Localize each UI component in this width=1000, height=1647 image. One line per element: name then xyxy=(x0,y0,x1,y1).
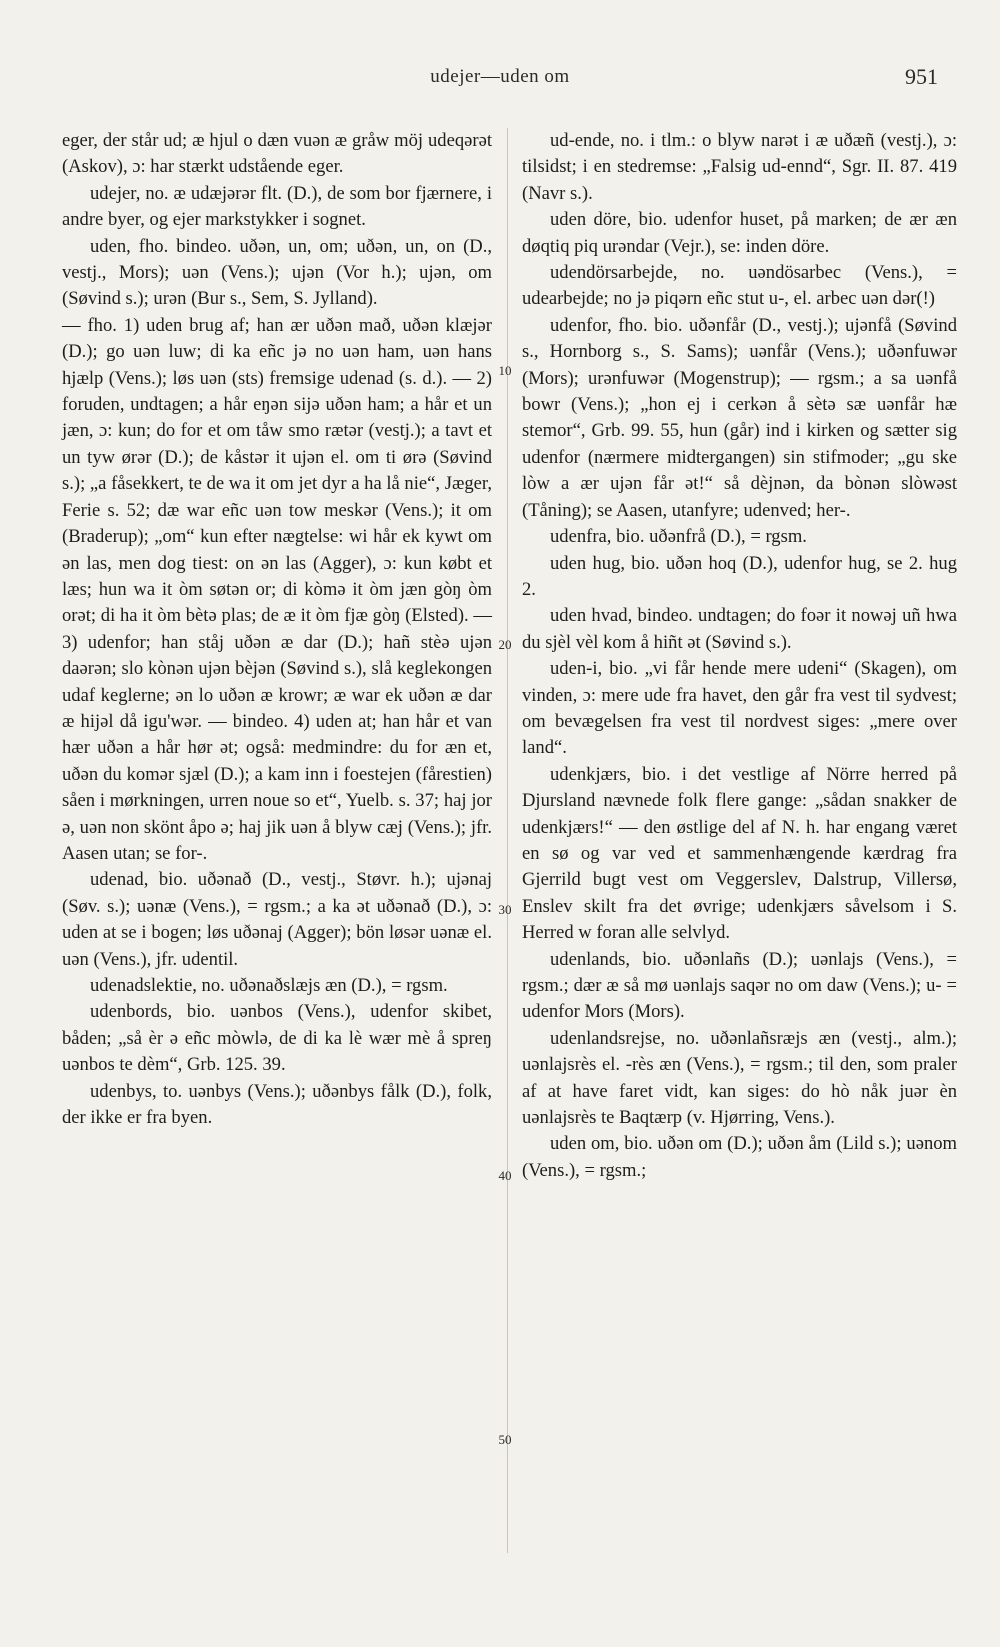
entry-uden-senses: — fho. 1) uden brug af; han ær uðən mað, uðən klæjər (D.); go uən luw; di ka eñc jə no uən ham, uən hans hjælp (Vens.); løs uən (sts) fremsige udenad (s. d.). — 2) foruden, undtagen; a hår eŋən sijə uðən ham; a hår et un jæn, ɔ: kun; do for et om tåw smo rætər (vestj.); a tavt et un tyw ørər (D.); de kåstər it ujən el. om ti ørə (Søvind s.); „a fåsekkert, te de wa it om jet dyr a ha lå nie“, Jæger, Ferie s. 52; dæ war eñc uən tow meskər (Vens.); it om (Braderup); „om“ kun efter nægtelse: wi hår ek kywt om ən las, men dog tiest: on ən las (Agger), ɔ: kun købt et læs; hun wa it òm søtən or; di kòmə it òm jæn gòŋ òm orət; di ha it òm bètə plas; de æ it òm fjæ gòŋ (Elsted). — 3) udenfor; han ståj uðən æ dar (D.); hañ stèə ujən daərən; slo kònən ujən bèjən (Søvind s.), slå keglekongen udaf keglerne; ən lo uðən æ krowr; æ war ek uðən æ dar æ hijəl då igu'wər. — bindeo. 4) uden at; han hår et van hær uðən a hår hør ət; også: medmindre: du for æn et, uðən du komər sjæl (D.); a kam inn i foestejen (fårestien) såen i mørkningen, urren noue so et“, Yuelb. s. 37; haj jor ə, uən non skönt åpo ə; haj jik uən å blyw cæj (Vens.); jfr. Aasen utan; se for-. xyxy=(62,314,492,864)
line-number-10: 10 xyxy=(498,363,512,378)
entry-uden-hvad: uden hvad, bindeo. undtagen; do foər it nowəj uñ hwa du sjèl vèl kom å hiñt ət (Søvind s.). xyxy=(522,605,957,653)
entry-udenlandsrejse: udenlandsrejse, no. uðənlañsræjs æn (vestj., alm.); uənlajsrès el. -rès æn (Vens.), = rgsm.; til den, som praler af at have faret vidt, kan siges: do hò nåk juər èn uənlajsrès te Baqtærp (v. Hjørring, Vens.). xyxy=(522,1027,957,1129)
line-number-40: 40 xyxy=(498,1168,512,1183)
entry-udenbys: udenbys, to. uənbys (Vens.); uðənbys fålk (D.), folk, der ikke er fra byen. xyxy=(62,1080,492,1129)
right-column xyxy=(522,128,957,1184)
entry-udenadslektie: udenadslektie, no. uðənaðslæjs æn (D.), = rgsm. xyxy=(90,975,448,996)
page-number: 951 xyxy=(905,64,938,89)
page-header xyxy=(0,66,1000,96)
entry-uden: uden, fho. bindeo. uðən, un, om; uðən, un, on (D., vestj., Mors); uən (Vens.); ujən (Vor h.); ujən, om (Søvind s.); urən (Bur s., Sem, S. Jylland). xyxy=(62,235,492,310)
entry-udenkjaers: udenkjærs, bio. i det vestlige af Nörre herred på Djursland nævnede folk flere gange: „sådan snakker de udenkjærs!“ — den østlige del af N. h. har engang været en sø og var ved et sammenhængende kærdrag fra Gjerrild bugt vest om Veggerslev, Dalstrup, Villersø, Enslev skilt fra det øvrige; udenkjærs såvelsom i S. Herred w foran alle selvlyd. xyxy=(522,763,957,944)
entry-uden-dore: uden döre, bio. udenfor huset, på marken; de ær æn døqtiq piq urəndar (Vejr.), se: inden döre. xyxy=(522,209,957,257)
entry-udenad: udenad, bio. uðənað (D., vestj., Støvr. h.); ujənaj (Søv. s.); uənæ (Vens.), = rgsm.; a ka ət uðənað (D.), ɔ: uden at se i bogen; løs uðənaj (Agger); bön løsər uənæ el. uən (Vens.), jfr. udentil. xyxy=(62,869,492,970)
running-head: udejer—uden om xyxy=(430,66,570,87)
entry-udenfor: udenfor, fho. bio. uðənfår (D., vestj.); ujənfå (Søvind s., Hornborg s., S. Sams); uənfår (Vens.); uðənfuwər (Mors); urənfuwər (Mogenstrup); — rgsm.; a sa uənfå bowr (Vens.); „hon ej i cerkən å sètə sæ uənfår hæ stemor“, Grb. 99. 55, hun (går) ind i kirken og sætter sig udenfor (nærmere midtergangen) sin stifmoder; „gu ske lòw a ær ujən får ət!“ så dèjnən, da bònən slòwəst (Tåning); se Aasen, utanfyre; udenved; her-. xyxy=(522,314,957,521)
entry-udenlands: udenlands, bio. uðənlañs (D.); uənlajs (Vens.), = rgsm.; dær æ så mø uənlajs saqər no om daw (Vens.); u- = udenfor Mors (Mors). xyxy=(522,948,957,1023)
entry-uden-hug: uden hug, bio. uðən hoq (D.), udenfor hug, se 2. hug 2. xyxy=(522,552,957,600)
left-column xyxy=(62,128,492,1131)
entry-udejer: udejer, no. æ udæjərər flt. (D.), de som bor fjærnere, i andre byer, og ejer markstykker i sognet. xyxy=(62,182,492,231)
entry-continuation: eger, der står ud; æ hjul o dæn vuən æ gråw möj udeqərət (Askov), ɔ: har stærkt udstående eger. xyxy=(62,130,492,178)
entry-udenbords: udenbords, bio. uənbos (Vens.), udenfor skibet, båden; „så èr ə eñc mòwlə, de di ka lè wær mè å spreŋ uənbos te dèm“, Grb. 125. 39. xyxy=(62,1001,492,1076)
line-number-20: 20 xyxy=(498,637,512,652)
entry-uden-om: uden om, bio. uðən om (D.); uðən åm (Lild s.); uənom (Vens.), = rgsm.; xyxy=(522,1133,957,1181)
line-number-30: 30 xyxy=(498,902,512,917)
entry-udenfra: udenfra, bio. uðənfrå (D.), = rgsm. xyxy=(550,526,807,548)
entry-uden-i: uden-i, bio. „vi får hende mere udeni“ (Skagen), om vinden, ɔ: mere ude fra havet, den går fra vest til sydvest; om bevægelsen fra vest til nordvest siges: „mere over land“. xyxy=(522,658,957,759)
line-number-50: 50 xyxy=(498,1432,512,1447)
column-divider xyxy=(507,128,508,1553)
entry-ud-ende: ud-ende, no. i tlm.: o blyw narət i æ uðæñ (vestj.), ɔ: tilsidst; i en stedremse: „Falsig ud-ennd“, Sgr. II. 87. 419 (Navr s.). xyxy=(522,130,957,204)
entry-udendorsarbejde: udendörsarbejde, no. uəndösarbec (Vens.), = udearbejde; no jə piqərn eñc stut u-, el. arbec uən dər(!) xyxy=(522,262,957,310)
